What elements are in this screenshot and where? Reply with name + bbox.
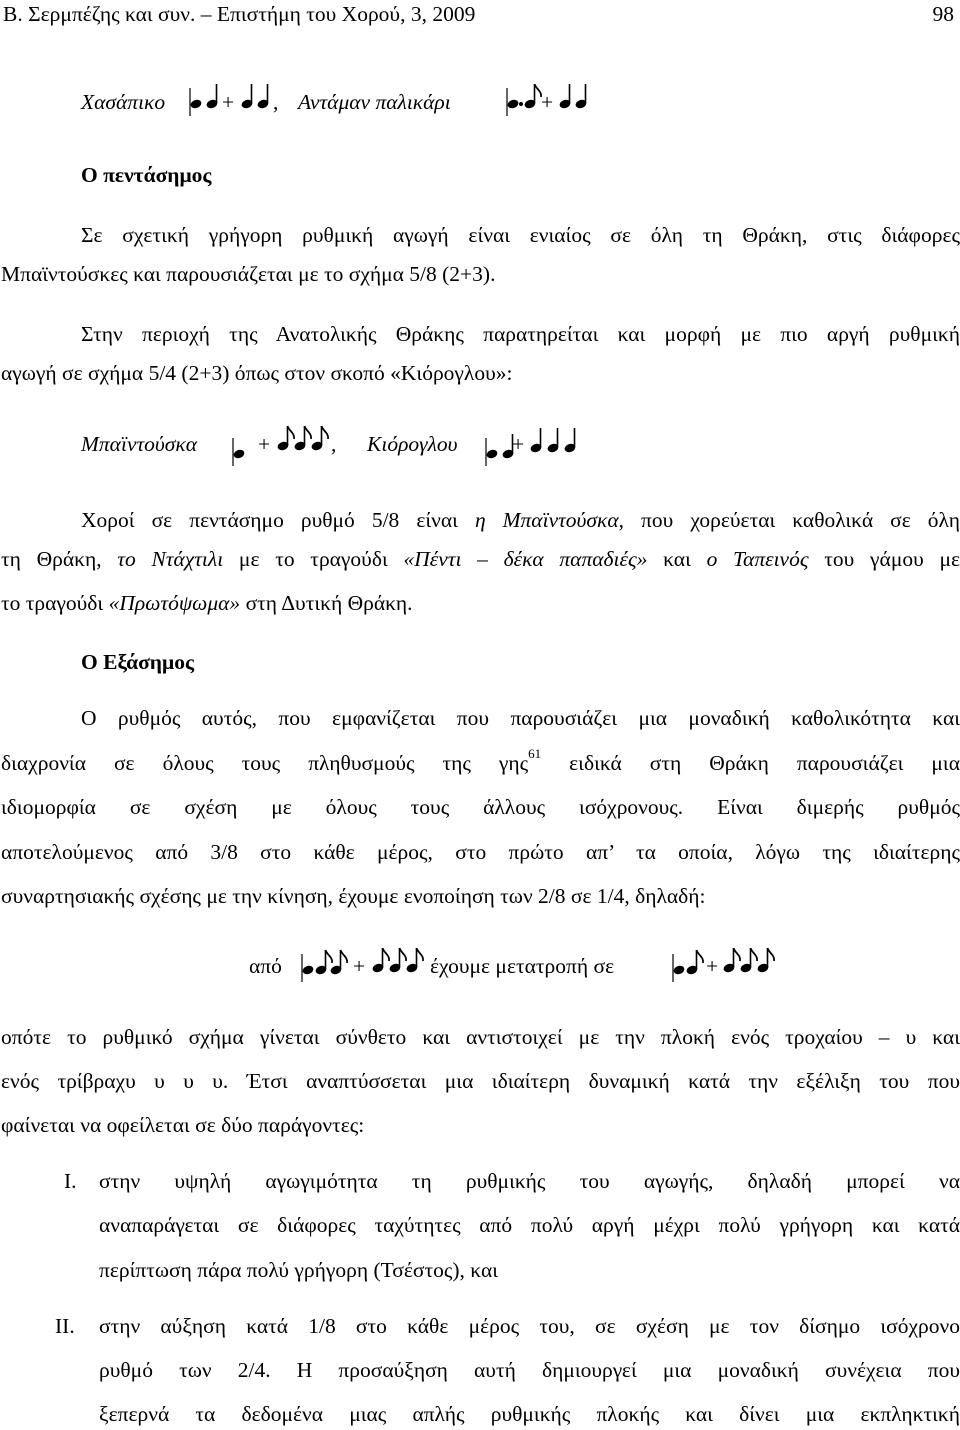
song-title-protopsoma: «Πρωτόψωμα» (108, 591, 241, 615)
dance-name-ntachtili: το Ντάχτιλι (117, 547, 224, 571)
paragraph-line: Μπαϊντούσκες και παρουσιάζεται με το σχήμα 5/8 (2+3). (1, 262, 496, 286)
paragraph-line: φαίνεται να οφείλεται σε δύο παράγοντες: (1, 1113, 365, 1137)
rhythm-symbol-metatropi-b (723, 946, 783, 986)
list-item-line: περίπτωση πάρα πολύ γρήγορη (Τσέστος), και (99, 1258, 498, 1282)
text-run: το τραγούδι (1, 591, 109, 615)
section-heading-pentasimos: Ο πεντάσημος (81, 163, 212, 187)
example-label-hasapiko: Χασάπικο (81, 90, 166, 114)
list-item-line: ξεπερνά τα δεδομένα μιας απλής ρυθμικής πλοκής και δίνει μια εκπληκτική (99, 1402, 960, 1426)
list-item-line: αναπαράγεται σε διάφορες ταχύτητες από πολύ αργή μέχρι πολύ γρήγορη και κατά (99, 1213, 960, 1237)
example-label-antaman: Αντάμαν παλικάρι (298, 90, 451, 114)
text-run: τη Θράκη, (1, 547, 118, 571)
list-marker-ii: II. (55, 1314, 75, 1338)
text-run: στη Δυτική Θράκη. (240, 591, 413, 615)
text-run: ειδικά στη Θράκη παρουσιάζει μια (541, 751, 960, 775)
paragraph-line (1, 746, 960, 776)
comma: , (331, 432, 337, 456)
rhythm-symbol-antaman-b (559, 82, 595, 122)
rhythm-symbol-apo-a (301, 948, 353, 988)
paragraph-line (81, 508, 960, 533)
rhythm-symbol-baintouska-a (232, 432, 252, 472)
paragraph-line: ιδιομορφία σε σχέση με όλους τους άλλους ισόχρονους. Είναι διμερής ρυθμός (1, 795, 960, 819)
text-run: διαχρονία σε όλους τους πληθυσμούς της γης (1, 751, 529, 775)
example-label-kiorogloy: Κιόρογλου (367, 432, 458, 456)
paragraph-line: Ο ρυθμός αυτός, που εμφανίζεται που παρουσιάζει μια μοναδική καθολικότητα και (81, 706, 960, 730)
comma: , (273, 90, 279, 114)
paragraph-line: αγωγή σε σχήμα 5/4 (2+3) όπως στον σκοπό «Κιόρογλου»: (1, 361, 513, 385)
list-item-line: ρυθμό των 2/4. Η προσαύξηση αυτή δημιουργεί μια μοναδική συνέχεια που (99, 1358, 960, 1382)
example-label-apo: από (249, 954, 282, 978)
song-title-penti-deka: «Πέντι – δέκα παπαδιές» (403, 547, 648, 571)
list-marker-i: I. (64, 1169, 77, 1193)
running-title: Β. Σερμπέζης και συν. – Επιστήμη του Χορού, 3, 2009 (3, 2, 476, 26)
list-item-line: στην αύξηση κατά 1/8 στο κάθε μέρος του, σε σχέση με τον δίσημο ισόχρονο (99, 1314, 960, 1338)
text-run: Χοροί σε πεντάσημο ρυθμό 5/8 είναι (81, 508, 475, 532)
paragraph-line: Σε σχετική γρήγορη ρυθμική αγωγή είναι ενιαίος σε όλη τη Θράκη, στις διάφορες (81, 223, 960, 247)
plus-sign: + (541, 90, 554, 114)
example-label-baintouska: Μπαϊντούσκα (81, 432, 198, 456)
section-heading-exasimos: Ο Εξάσημος (81, 650, 195, 674)
rhythm-symbol-apo-b (372, 946, 432, 986)
footnote-marker: 61 (528, 746, 542, 761)
rhythm-symbol-kiorogloy-b (530, 426, 582, 466)
page-number: 98 (932, 2, 954, 26)
paragraph-line (1, 547, 960, 572)
rhythm-symbol-hasapiko-b (241, 82, 277, 122)
paragraph-line: αποτελούμενος από 3/8 στο κάθε μέρος, στο πρώτο απ’ τα οποία, λόγω της ιδιαίτερης (1, 840, 960, 864)
plus-sign: + (258, 432, 271, 456)
plus-sign: + (512, 432, 525, 456)
paragraph-line: συναρτησιακής σχέσης με την κίνηση, έχουμε ενοποίηση των 2/8 σε 1/4, δηλαδή: (1, 884, 706, 908)
paragraph-line (1, 591, 413, 616)
text-run: , που χορεύεται καθολικά σε όλη (618, 508, 960, 532)
text-run: με το τραγούδι (223, 547, 404, 571)
rhythm-symbol-antaman-a (506, 82, 546, 122)
rhythm-symbol-baintouska-b (277, 424, 335, 464)
plus-sign: + (353, 954, 366, 978)
text-run: του γάμου με (808, 547, 960, 571)
rhythm-symbol-metatropi-a (672, 948, 708, 988)
paragraph-line: Στην περιοχή της Ανατολικής Θράκης παρατηρείται και μορφή με πιο αργή ρυθμική (81, 322, 960, 346)
dance-name-tapeinos: ο Ταπεινός (706, 547, 809, 571)
dance-name-baintouska: η Μπαϊντούσκα (474, 508, 619, 532)
list-item-line: στην υψηλή αγωγιμότητα τη ρυθμικής του αγωγής, δηλαδή μπορεί να (99, 1169, 960, 1193)
paragraph-line: οπότε το ρυθμικό σχήμα γίνεται σύνθετο και αντιστοιχεί με την πλοκή ενός τροχαίου – υ και (1, 1025, 960, 1049)
text-run: και (647, 547, 707, 571)
example-label-metatropi: έχουμε μετατροπή σε (430, 954, 615, 978)
paragraph-line: ενός τρίβραχυ υ υ υ. Έτσι αναπτύσσεται μια ιδιαίτερη δυναμική κατά την εξέλιξη του που (1, 1069, 960, 1093)
plus-sign: + (706, 954, 719, 978)
plus-sign: + (222, 90, 235, 114)
rhythm-symbol-hasapiko-a (189, 82, 225, 122)
